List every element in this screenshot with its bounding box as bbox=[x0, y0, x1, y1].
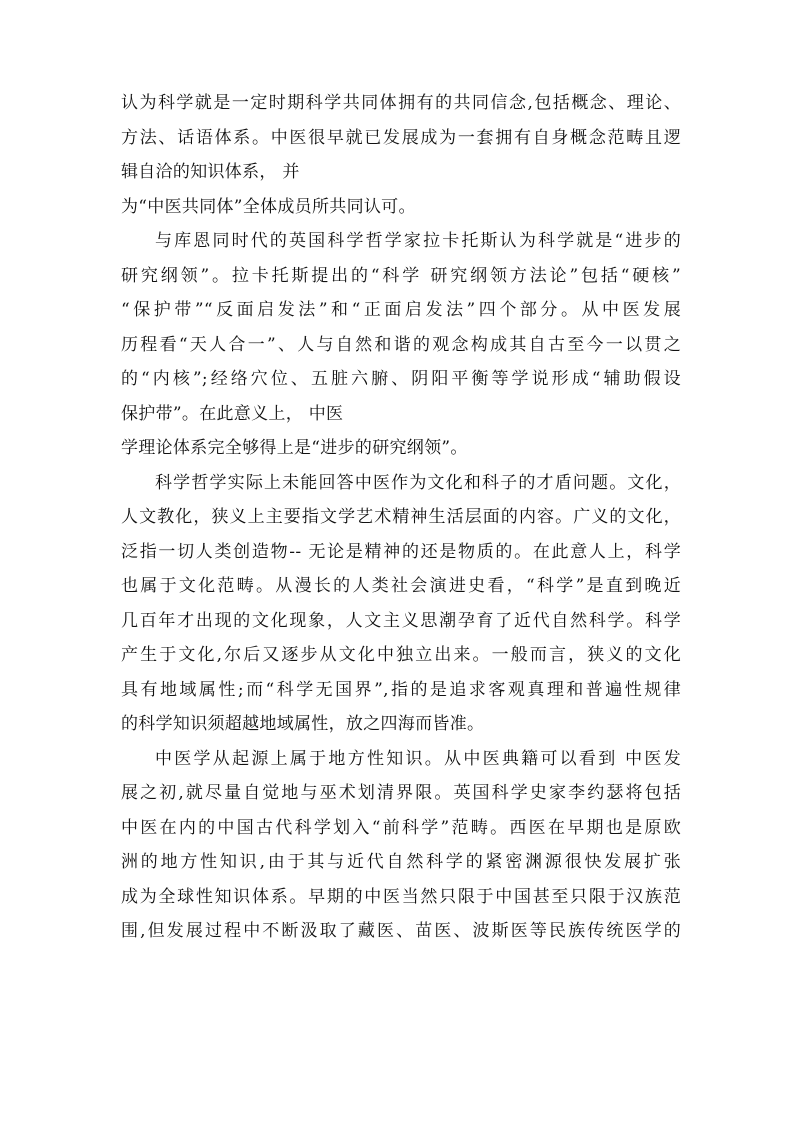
text-line: 的科学知识须超越地域属性，放之四海而皆准。 bbox=[121, 714, 485, 734]
text-line: 几百年才出现的文化现象，人文主义思潮孕育了近代自然科学。科学 bbox=[121, 610, 681, 631]
text-line: 历程看“天人合一”、人与自然和谐的观念构成其自古至今一以贯之 bbox=[121, 334, 681, 355]
body-text bbox=[121, 86, 681, 949]
text-line: 围,但发展过程中不断汲取了藏医、苗医、波斯医等民族传统医学的 bbox=[121, 921, 681, 941]
text-line: 中医学从起源上属于地方性知识。从中医典籍可以看到 中医发 bbox=[155, 748, 681, 769]
text-line: 中医在内的中国古代科学划入“前科学”范畴。西医在早期也是原欧 bbox=[121, 817, 681, 838]
text-line: 泛指一切人类创造物-- 无论是精神的还是物质的。在此意人上，科学 bbox=[121, 541, 681, 562]
text-line: 的“内核”;经络穴位、五脏六腑、阴阳平衡等学说形成“辅助假设 bbox=[121, 369, 681, 389]
text-line: 为“中医共同体”全体成员所共同认可。 bbox=[121, 196, 416, 217]
text-line: 也属于文化范畴。从漫长的人类社会演进史看，“科学”是直到晚近 bbox=[121, 576, 681, 596]
text-line: 科学哲学实际上未能回答中医作为文化和科子的才盾问题。文化， bbox=[155, 472, 681, 493]
text-line: 研究纲领”。拉卡托斯提出的“科学 研究纲领方法论”包括“硬核” bbox=[121, 265, 681, 286]
text-line: 学理论体系完全够得上是“进步的研究纲领”。 bbox=[121, 438, 468, 458]
text-line: 辑自洽的知识体系， 并 bbox=[121, 162, 300, 182]
text-line: 洲的地方性知识,由于其与近代自然科学的紧密渊源很快发展扩张 bbox=[121, 852, 681, 872]
text-line: 人文教化，狭义上主要指文学艺术精神生活层面的内容。广义的文化， bbox=[121, 507, 681, 527]
text-line: 方法、话语体系。中医很早就已发展成为一套拥有自身概念范畴且逻 bbox=[121, 127, 681, 148]
text-line: 认为科学就是一定时期科学共同体拥有的共同信念,包括概念、理论、 bbox=[121, 93, 681, 113]
text-line: “保护带”“反面启发法”和“正面启发法”四个部分。从中医发展 bbox=[121, 300, 681, 320]
text-line: 成为全球性知识体系。早期的中医当然只限于中国甚至只限于汉族范 bbox=[121, 886, 681, 907]
text-line: 与库恩同时代的英国科学哲学家拉卡托斯认为科学就是“进步的 bbox=[155, 231, 681, 251]
text-line: 展之初,就尽量自觉地与巫术划清界限。英国科学史家李约瑟将包括 bbox=[121, 783, 681, 803]
text-line: 产生于文化,尔后又逐步从文化中独立出来。一般而言，狭义的文化 bbox=[121, 645, 681, 665]
text-line: 具有地域属性;而“科学无国界”,指的是追求客观真理和普遍性规律 bbox=[121, 679, 681, 700]
text-line: 保护带”。在此意义上， 中医 bbox=[121, 403, 344, 424]
